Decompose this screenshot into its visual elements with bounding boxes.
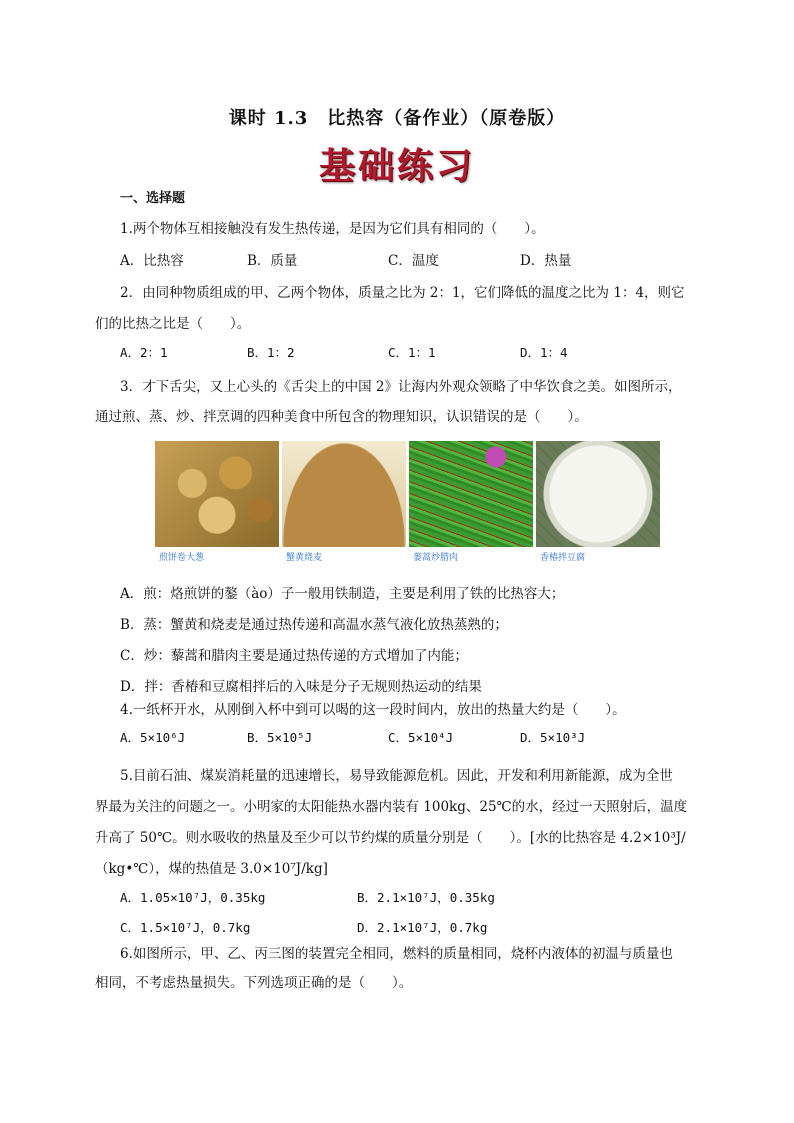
shaomai-image xyxy=(282,441,406,547)
q1-option-a: A．比热容 xyxy=(120,253,184,269)
food-photo-3 xyxy=(409,441,533,565)
q2-option-d: D．1：4 xyxy=(520,345,568,360)
stirfry-image xyxy=(409,441,533,547)
q2-option-b: B．1：2 xyxy=(247,345,295,360)
q2-option-c: C．1：1 xyxy=(388,345,436,360)
question-3-text: 3．才下舌尖，又上心头的《舌尖上的中国 2》让海内外观众领略了中华饮食之美。如图所示， xyxy=(120,379,682,395)
food-photo-1 xyxy=(155,441,279,565)
question-2-text: 2．由同种物质组成的甲、乙两个物体，质量之比为 2：1，它们降低的温度之比为 1：4，则它 xyxy=(120,285,685,301)
q5-option-d: D．2.1×10⁷J，0.7kg xyxy=(357,920,488,935)
q1-option-b: B．质量 xyxy=(247,253,298,269)
question-5-text: 5.目前石油、煤炭消耗量的迅速增长，易导致能源危机。因此，开发和利用新能源，成为全世 xyxy=(120,768,673,784)
question-6-text-cont: 相同，不考虑热量损失。下列选项正确的是（ ）。 xyxy=(95,975,413,991)
document-title: 课时 1.3 比热容（备作业）（原卷版） xyxy=(228,108,566,129)
q5-option-b: B．2.1×10⁷J，0.35kg xyxy=(357,890,495,905)
food-photo-4 xyxy=(536,441,660,565)
question-4-text: 4.一纸杯开水，从刚倒入杯中到可以喝的这一段时间内，放出的热量大约是（ ）。 xyxy=(120,702,626,718)
question-5-text-cont-2: 升高了 50℃。则水吸收的热量及至少可以节约煤的质量分别是（ ）。[水的比热容是 4.2×10³J/ xyxy=(95,830,686,846)
q3-option-c: C．炒：藜蒿和腊肉主要是通过热传递的方式增加了内能； xyxy=(120,648,468,664)
food-photo-strip xyxy=(155,441,663,565)
food-photo-caption: 煎饼卷大葱 xyxy=(159,553,205,563)
question-3-text-cont: 通过煎、蒸、炒、拌烹调的四种美食中所包含的物理知识，认识错误的是（ ）。 xyxy=(95,409,588,425)
question-6-text: 6.如图所示，甲、乙、丙三图的装置完全相同，燃料的质量相同，烧杯内液体的初温与质量也 xyxy=(120,946,673,962)
q3-option-d: D．拌：香椿和豆腐相拌后的入味是分子无规则热运动的结果 xyxy=(120,679,482,695)
food-photo-2 xyxy=(282,441,406,565)
tofu-image xyxy=(536,441,660,547)
q3-option-b: B．蒸：蟹黄和烧麦是通过热传递和高温水蒸气液化放热蒸熟的； xyxy=(120,617,508,633)
food-photo-caption: 香椿拌豆腐 xyxy=(540,553,586,563)
pancake-image xyxy=(155,441,279,547)
food-photo-caption: 蒌蒿炒腊肉 xyxy=(413,553,459,563)
q2-option-a: A．2：1 xyxy=(120,345,168,360)
section-heading: 一、选择题 xyxy=(120,191,186,206)
q4-option-d: D．5×10³J xyxy=(520,730,586,745)
q5-option-a: A．1.05×10⁷J，0.35kg xyxy=(120,890,266,905)
q4-option-c: C．5×10⁴J xyxy=(388,730,454,745)
q1-option-d: D．热量 xyxy=(520,253,572,269)
food-photo-caption: 蟹黄烧麦 xyxy=(286,553,323,563)
q4-option-a: A．5×10⁶J xyxy=(120,730,186,745)
section-banner: 基础练习 xyxy=(318,146,475,187)
q1-option-c: C．温度 xyxy=(388,253,439,269)
q3-option-a: A．煎：烙煎饼的鏊（ào）子一般用铁制造，主要是利用了铁的比热容大； xyxy=(120,586,565,602)
question-2-text-cont: 们的比热之比是（ ）。 xyxy=(95,316,251,332)
question-1-text: 1.两个物体互相接触没有发生热传递，是因为它们具有相同的（ ）。 xyxy=(120,221,545,237)
q5-option-c: C．1.5×10⁷J，0.7kg xyxy=(120,920,251,935)
question-5-text-cont-1: 界最为关注的问题之一。小明家的太阳能热水器内装有 100kg、25℃的水，经过一天照射后，温度 xyxy=(95,799,688,815)
question-5-text-cont-3: （kg•℃），煤的热值是 3.0×10⁷J/kg] xyxy=(95,861,328,877)
q4-option-b: B．5×10⁵J xyxy=(247,730,313,745)
